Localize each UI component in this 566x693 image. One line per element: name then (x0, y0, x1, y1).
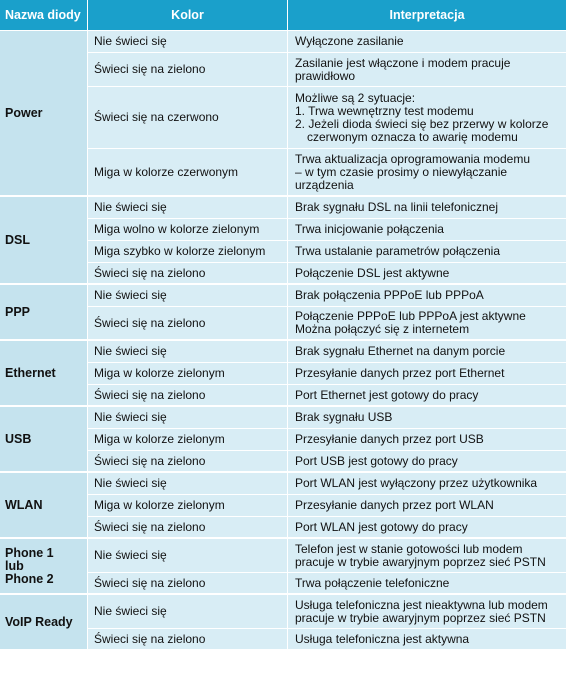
table-row (0, 197, 566, 219)
interpretation-line: Wyłączone zasilanie (295, 34, 404, 48)
table-row (0, 595, 566, 629)
interpretation-line: Port WLAN jest wyłączony przez użytkownika (295, 476, 538, 490)
color-cell: Świeci się na zielono (87, 451, 287, 473)
interpretation-cell (287, 197, 566, 219)
diode-name-line: Phone 1 (5, 545, 54, 560)
color-cell: Miga w kolorze zielonym (87, 363, 287, 385)
table-row (0, 285, 566, 307)
color-cell: Świeci się na zielono (87, 53, 287, 87)
interpretation-line: Brak sygnału DSL na linii telefonicznej (295, 200, 498, 214)
interpretation-cell (287, 407, 566, 429)
interpretation-cell (287, 629, 566, 651)
interpretation-cell (287, 595, 566, 629)
interpretation-line: Port USB jest gotowy do pracy (295, 453, 458, 468)
color-cell: Świeci się na zielono (87, 307, 287, 341)
color-cell: Nie świeci się (87, 539, 287, 573)
color-cell: Miga wolno w kolorze zielonym (87, 219, 287, 241)
interpretation-line: Możliwe są 2 sytuacje: (295, 90, 416, 105)
interpretation-cell (287, 241, 566, 263)
interpretation-cell (287, 263, 566, 285)
diode-name-cell (0, 407, 87, 473)
interpretation-line: Połączenie PPPoE lub PPPoA jest aktywne (295, 309, 526, 323)
interpretation-line: Połączenie DSL jest aktywne (295, 265, 450, 280)
interpretation-line: Trwa ustalanie parametrów połączenia (295, 244, 500, 258)
color-cell: Świeci się na zielono (87, 629, 287, 651)
color-cell: Nie świeci się (87, 285, 287, 307)
interpretation-cell (287, 307, 566, 341)
interpretation-line: Port Ethernet jest gotowy do pracy (295, 387, 479, 402)
diode-name-cell (0, 473, 87, 539)
interpretation-line: pracuje w trybie awaryjnym poprzez sieć PSTN (295, 610, 546, 625)
header-interpretation: Interpretacja (287, 0, 566, 31)
diode-name-cell (0, 595, 87, 651)
interpretation-line: 2. Jeżeli dioda świeci się bez przerwy w kolorze (295, 116, 549, 131)
interpretation-line: Zasilanie jest włączone i modem pracuje (295, 55, 511, 70)
table-row (0, 473, 566, 495)
interpretation-line: Usługa telefoniczna jest nieaktywna lub modem (295, 597, 548, 612)
diode-name-line: WLAN (5, 497, 43, 512)
table-body (0, 31, 566, 651)
interpretation-line: Brak połączenia PPPoE lub PPPoA (295, 288, 484, 302)
color-cell: Świeci się na zielono (87, 573, 287, 595)
interpretation-cell (287, 517, 566, 539)
diode-name-line: USB (5, 431, 32, 446)
interpretation-cell (287, 31, 566, 53)
diode-name-cell (0, 341, 87, 407)
color-cell: Miga w kolorze zielonym (87, 495, 287, 517)
diode-name-cell (0, 539, 87, 595)
diode-name-cell (0, 285, 87, 341)
color-cell: Miga w kolorze zielonym (87, 429, 287, 451)
interpretation-line: Trwa aktualizacja oprogramowania modemu (295, 151, 530, 166)
interpretation-line: pracuje w trybie awaryjnym poprzez sieć PSTN (295, 554, 546, 569)
diode-name-cell (0, 31, 87, 197)
interpretation-cell (287, 539, 566, 573)
interpretation-cell (287, 341, 566, 363)
interpretation-cell (287, 429, 566, 451)
interpretation-cell (287, 473, 566, 495)
header-color: Kolor (87, 0, 287, 31)
interpretation-line: Przesyłanie danych przez port Ethernet (295, 366, 505, 380)
color-cell: Miga szybko w kolorze zielonym (87, 241, 287, 263)
color-cell: Świeci się na zielono (87, 385, 287, 407)
interpretation-cell (287, 495, 566, 517)
diode-name-line: Phone 2 (5, 571, 54, 586)
interpretation-line: Telefon jest w stanie gotowości lub modem (295, 541, 523, 556)
diode-name-cell (0, 197, 87, 285)
color-cell: Nie świeci się (87, 407, 287, 429)
color-cell: Świeci się na zielono (87, 263, 287, 285)
color-cell: Nie świeci się (87, 595, 287, 629)
color-cell: Świeci się na zielono (87, 517, 287, 539)
interpretation-line: Brak sygnału Ethernet na danym porcie (295, 344, 506, 358)
interpretation-cell (287, 149, 566, 197)
diode-name-line: DSL (5, 232, 30, 247)
table-row (0, 31, 566, 53)
interpretation-line: Trwa połączenie telefoniczne (295, 575, 450, 590)
color-cell: Nie świeci się (87, 197, 287, 219)
diode-name-line: Ethernet (5, 365, 56, 380)
table-row (0, 341, 566, 363)
interpretation-cell (287, 285, 566, 307)
interpretation-line: Usługa telefoniczna jest aktywna (295, 631, 470, 646)
interpretation-line: Port WLAN jest gotowy do pracy (295, 519, 468, 534)
interpretation-line: 1. Trwa wewnętrzny test modemu (295, 103, 474, 118)
interpretation-cell (287, 451, 566, 473)
color-cell: Nie świeci się (87, 341, 287, 363)
interpretation-cell (287, 385, 566, 407)
interpretation-line: prawidłowo (295, 68, 356, 83)
table-row (0, 407, 566, 429)
table-row (0, 539, 566, 573)
interpretation-line: Trwa inicjowanie połączenia (295, 222, 444, 236)
interpretation-line: Brak sygnału USB (295, 410, 393, 424)
header-row (0, 0, 566, 31)
diode-name-line: Power (5, 105, 43, 120)
interpretation-cell (287, 573, 566, 595)
interpretation-line: Przesyłanie danych przez port WLAN (295, 498, 494, 512)
interpretation-cell (287, 363, 566, 385)
interpretation-line: czerwonym oznacza to awarię modemu (307, 129, 518, 144)
interpretation-line: Można połączyć się z internetem (295, 322, 470, 336)
interpretation-cell (287, 219, 566, 241)
diode-name-line: PPP (5, 304, 31, 319)
interpretation-line: Przesyłanie danych przez port USB (295, 432, 484, 446)
header-diode-name: Nazwa diody (0, 0, 87, 31)
diode-name-line: lub (5, 558, 24, 573)
diode-name-line: VoIP Ready (5, 614, 73, 629)
interpretation-cell (287, 87, 566, 149)
interpretation-cell (287, 53, 566, 87)
color-cell: Miga w kolorze czerwonym (87, 149, 287, 197)
interpretation-line: urządzenia (295, 177, 354, 192)
interpretation-line: – w tym czasie prosimy o niewyłączanie (295, 164, 508, 179)
color-cell: Nie świeci się (87, 473, 287, 495)
color-cell: Świeci się na czerwono (87, 87, 287, 149)
color-cell: Nie świeci się (87, 31, 287, 53)
